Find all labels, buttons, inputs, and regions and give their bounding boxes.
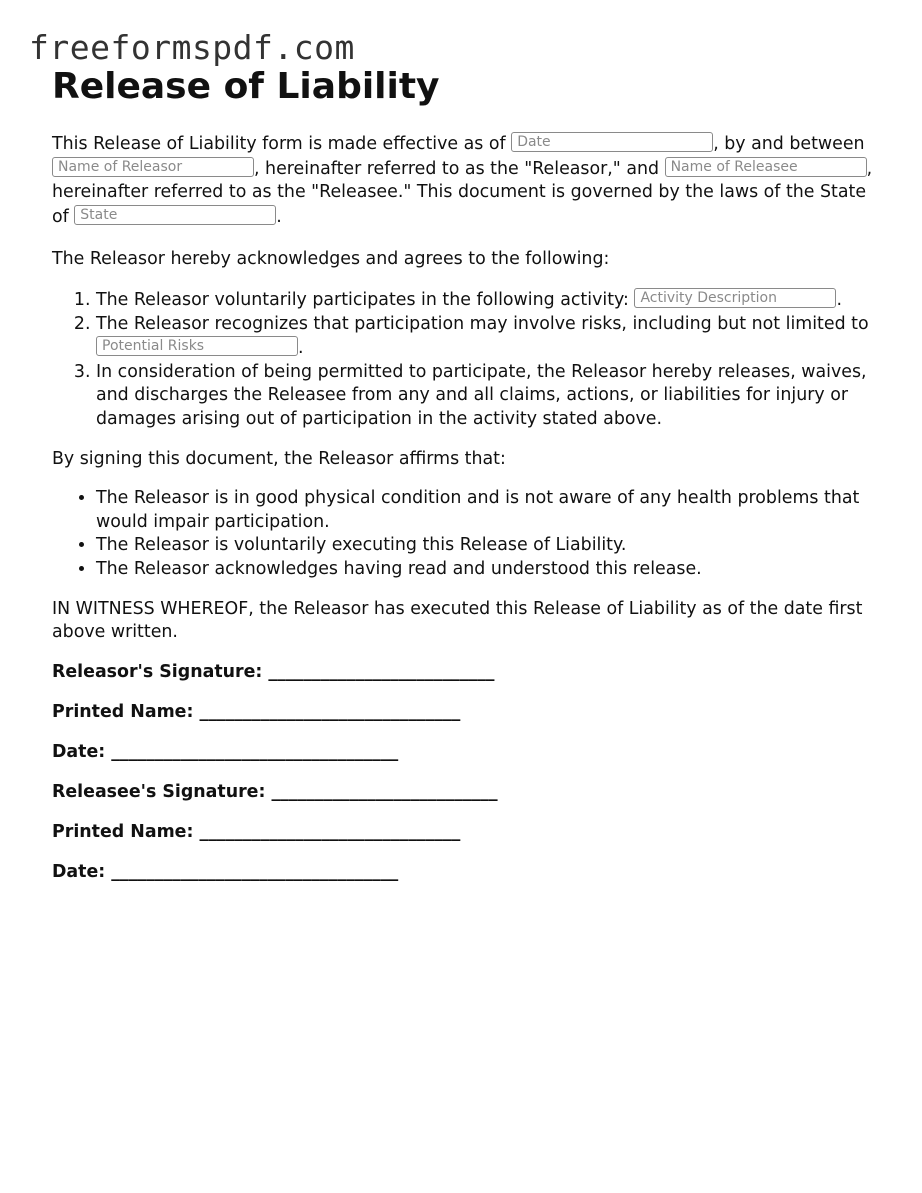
releasee-date-line[interactable] bbox=[52, 861, 882, 885]
date-field[interactable]: Date bbox=[511, 132, 713, 152]
intro-text-3: , hereinafter referred to as the "Releasor," and bbox=[254, 158, 665, 179]
watermark: freeformspdf.com bbox=[29, 28, 355, 67]
intro-text-2: , by and between bbox=[713, 134, 865, 154]
intro-text-1: This Release of Liability form is made effective as of bbox=[52, 134, 512, 154]
activity-description-field[interactable]: Activity Description bbox=[634, 288, 836, 308]
intro-text-4: , hereinafter referred to as the "Releasee." This document is governed by the laws of the State of bbox=[52, 158, 873, 227]
signature-rule: __________________________ bbox=[271, 781, 498, 802]
term-2-end: . bbox=[298, 338, 304, 359]
releasor-name-field[interactable]: Name of Releasor bbox=[52, 157, 254, 177]
releasee-signature-line[interactable] bbox=[52, 781, 882, 805]
releasor-signature-line[interactable] bbox=[52, 661, 882, 685]
list-item: • The Releasor is in good physical condition and is not aware of any health problems that would impair participation. bbox=[96, 487, 882, 534]
document-title: Release of Liability bbox=[52, 66, 440, 107]
term-1-text: The Releasor voluntarily participates in the following activity: bbox=[96, 289, 635, 310]
signature-rule: _________________________________ bbox=[111, 741, 399, 762]
list-item bbox=[96, 288, 882, 313]
intro-text-5: . bbox=[276, 206, 282, 227]
signature-rule: __________________________ bbox=[268, 661, 495, 682]
affirm-heading: By signing this document, the Releasor affirms that: bbox=[52, 448, 506, 469]
signature-label: Printed Name: bbox=[52, 821, 194, 842]
acknowledge-heading: The Releasor hereby acknowledges and agrees to the following: bbox=[52, 249, 610, 270]
signature-rule: _________________________________ bbox=[111, 861, 399, 882]
list-item: • The Releasor is voluntarily executing this Release of Liability. bbox=[96, 534, 882, 558]
terms-list bbox=[52, 288, 882, 432]
intro-paragraph bbox=[52, 132, 882, 229]
signature-block bbox=[52, 661, 882, 885]
signature-label: Printed Name: bbox=[52, 701, 194, 722]
term-1-end: . bbox=[836, 289, 842, 310]
releasee-name-field[interactable]: Name of Releasee bbox=[665, 157, 867, 177]
witness-paragraph: IN WITNESS WHEREOF, the Releasor has executed this Release of Liability as of the date first above written. bbox=[52, 598, 863, 643]
signature-rule: ______________________________ bbox=[199, 821, 461, 842]
potential-risks-field[interactable]: Potential Risks bbox=[96, 336, 298, 356]
term-2-text: The Releasor recognizes that participation may involve risks, including but not limited to bbox=[96, 313, 869, 334]
signature-label: Date: bbox=[52, 741, 106, 762]
signature-label: Releasee's Signature: bbox=[52, 781, 266, 802]
releasee-printed-name-line[interactable] bbox=[52, 821, 882, 845]
list-item: 3. In consideration of being permitted to participate, the Releasor hereby releases, waives, and discharges the Releasee from any and all claims, actions, or liabilities for injury or damages arising out of participation in the activity stated above. bbox=[96, 361, 882, 432]
signature-label: Releasor's Signature: bbox=[52, 661, 263, 682]
signature-label: Date: bbox=[52, 861, 106, 882]
releasor-printed-name-line[interactable] bbox=[52, 701, 882, 725]
state-field[interactable]: State bbox=[74, 205, 276, 225]
releasor-date-line[interactable] bbox=[52, 741, 882, 765]
document-body bbox=[52, 132, 882, 901]
affirmations-list bbox=[52, 487, 882, 581]
list-item: • The Releasor acknowledges having read and understood this release. bbox=[96, 558, 882, 582]
signature-rule: ______________________________ bbox=[199, 701, 461, 722]
list-item bbox=[96, 313, 882, 361]
